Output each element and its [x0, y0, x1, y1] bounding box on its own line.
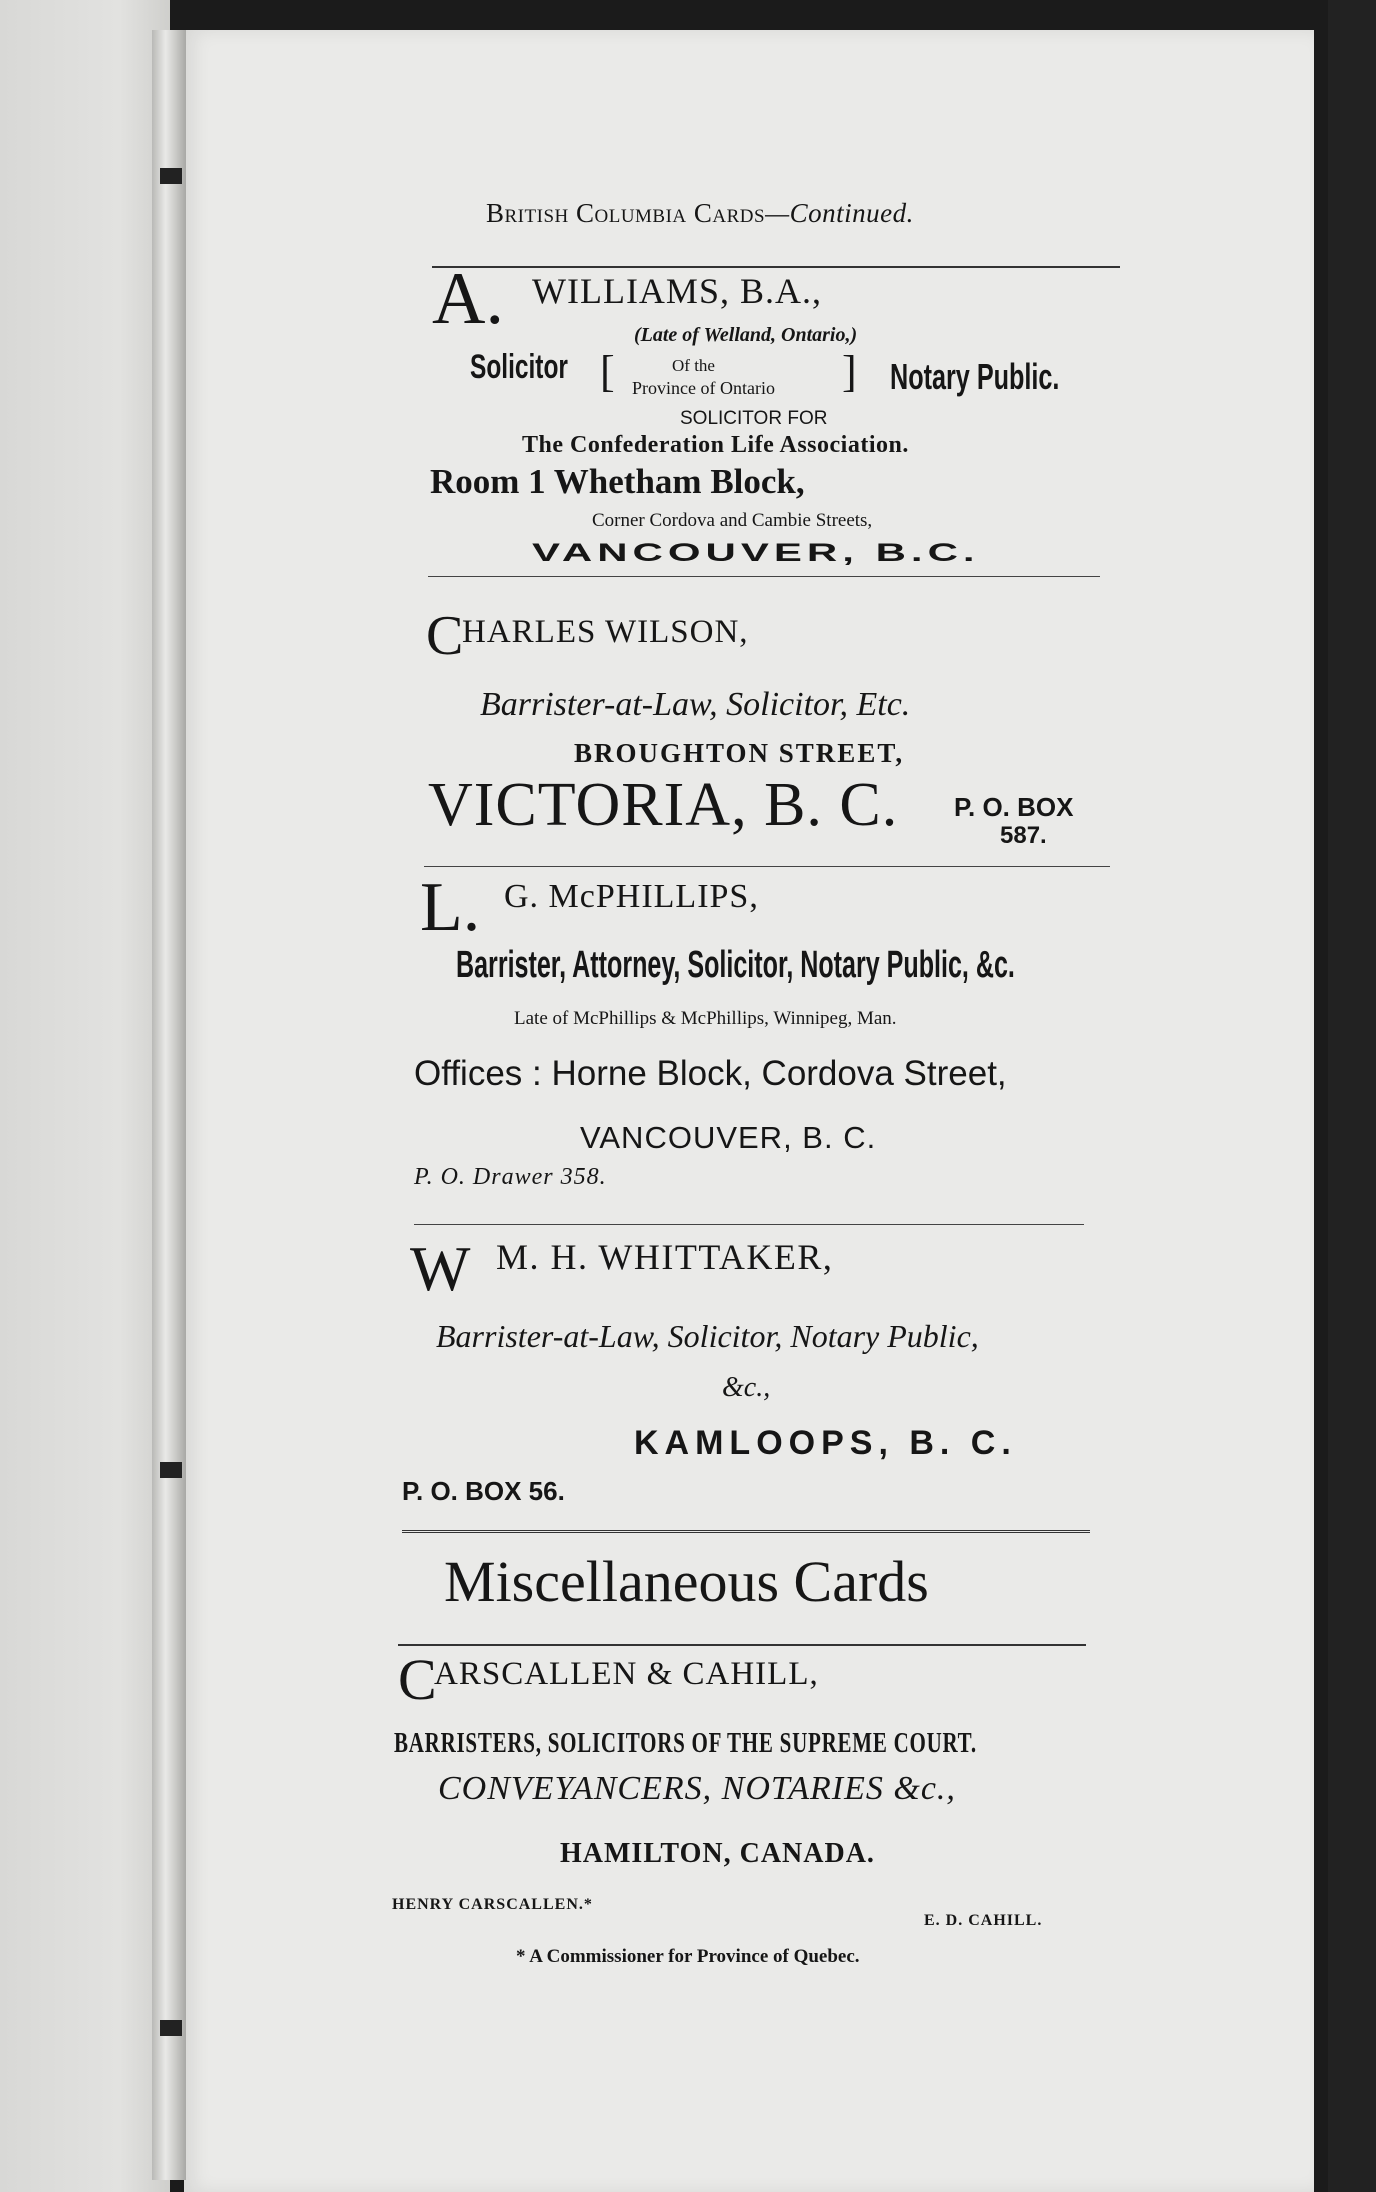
carscallen-partner2: E. D. CAHILL. [924, 1912, 1043, 1929]
binding-stitch [160, 168, 182, 184]
mcphillips-late-of: Late of McPhillips & McPhillips, Winnipeg, Man. [514, 1008, 897, 1029]
williams-initial: A. [432, 258, 504, 340]
bracket-right: ] [842, 347, 857, 396]
williams-notary: Notary Public. [890, 356, 1060, 397]
williams-corner: Corner Cordova and Cambie Streets, [592, 510, 873, 531]
header-rule [432, 266, 1120, 268]
mcphillips-title: Barrister, Attorney, Solicitor, Notary Public, &c. [456, 944, 1015, 986]
whittaker-initial: W [410, 1233, 471, 1304]
mcphillips-offices: Offices : Horne Block, Cordova Street, [414, 1054, 1007, 1093]
header-continued: —Continued. [765, 198, 914, 228]
whittaker-city: KAMLOOPS, B. C. [634, 1424, 1017, 1462]
card-divider [414, 1224, 1084, 1225]
carscallen-line1: BARRISTERS, SOLICITORS OF THE SUPREME COURT. [394, 1728, 977, 1759]
book-spine [152, 30, 186, 2180]
wilson-title: Barrister-at-Law, Solicitor, Etc. [480, 686, 911, 723]
whittaker-title-line1: Barrister-at-Law, Solicitor, Notary Public, [436, 1318, 979, 1354]
carscallen-partner1: HENRY CARSCALLEN.* [392, 1896, 593, 1913]
binding-stitch [160, 2020, 182, 2036]
whittaker-po-box: P. O. BOX 56. [402, 1476, 565, 1506]
wilson-po-box-number: 587. [1000, 822, 1047, 849]
mcphillips-name: G. McPHILLIPS, [504, 878, 759, 915]
carscallen-initial: C [398, 1647, 437, 1712]
whittaker-name: M. H. WHITTAKER, [496, 1237, 834, 1277]
wilson-street: BROUGHTON STREET, [574, 738, 905, 768]
williams-bracket-line2: Province of Ontario [632, 378, 775, 398]
williams-room: Room 1 Whetham Block, [430, 462, 805, 501]
carscallen-name: ARSCALLEN & CAHILL, [434, 1656, 819, 1692]
williams-city: VANCOUVER, B.C. [532, 538, 980, 567]
wilson-po-box-label: P. O. BOX [954, 792, 1074, 822]
bracket-left: [ [600, 347, 615, 396]
mcphillips-drawer: P. O. Drawer 358. [414, 1164, 607, 1190]
wilson-name: HARLES WILSON, [462, 614, 749, 650]
carscallen-footnote: * A Commissioner for Province of Quebec. [516, 1946, 860, 1967]
binding-stitch [160, 1462, 182, 1478]
section-rule [402, 1530, 1090, 1537]
wilson-city: VICTORIA, B. C. [428, 771, 899, 839]
whittaker-title-line2: &c., [722, 1372, 771, 1403]
carscallen-city: HAMILTON, CANADA. [560, 1838, 875, 1869]
wilson-initial: C [426, 605, 464, 667]
card-divider [424, 866, 1110, 867]
card-divider [428, 576, 1100, 577]
section-heading: Miscellaneous Cards [444, 1549, 929, 1614]
mcphillips-city: VANCOUVER, B. C. [580, 1120, 877, 1155]
williams-association: The Confederation Life Association. [522, 432, 909, 458]
header-title: British Columbia Cards [486, 198, 766, 228]
williams-solicitor-for: SOLICITOR FOR [680, 408, 828, 429]
williams-bracket-line1: Of the [672, 356, 715, 375]
carscallen-line2: CONVEYANCERS, NOTARIES &c., [438, 1770, 956, 1807]
page-header [486, 198, 914, 229]
facing-page [0, 0, 170, 2192]
williams-late-of: (Late of Welland, Ontario,) [634, 324, 858, 346]
williams-name: WILLIAMS, B.A., [532, 271, 822, 311]
williams-solicitor: Solicitor [470, 348, 568, 386]
section-rule [398, 1644, 1086, 1646]
scan-right-edge [1328, 0, 1376, 2192]
mcphillips-initial: L. [420, 869, 481, 946]
